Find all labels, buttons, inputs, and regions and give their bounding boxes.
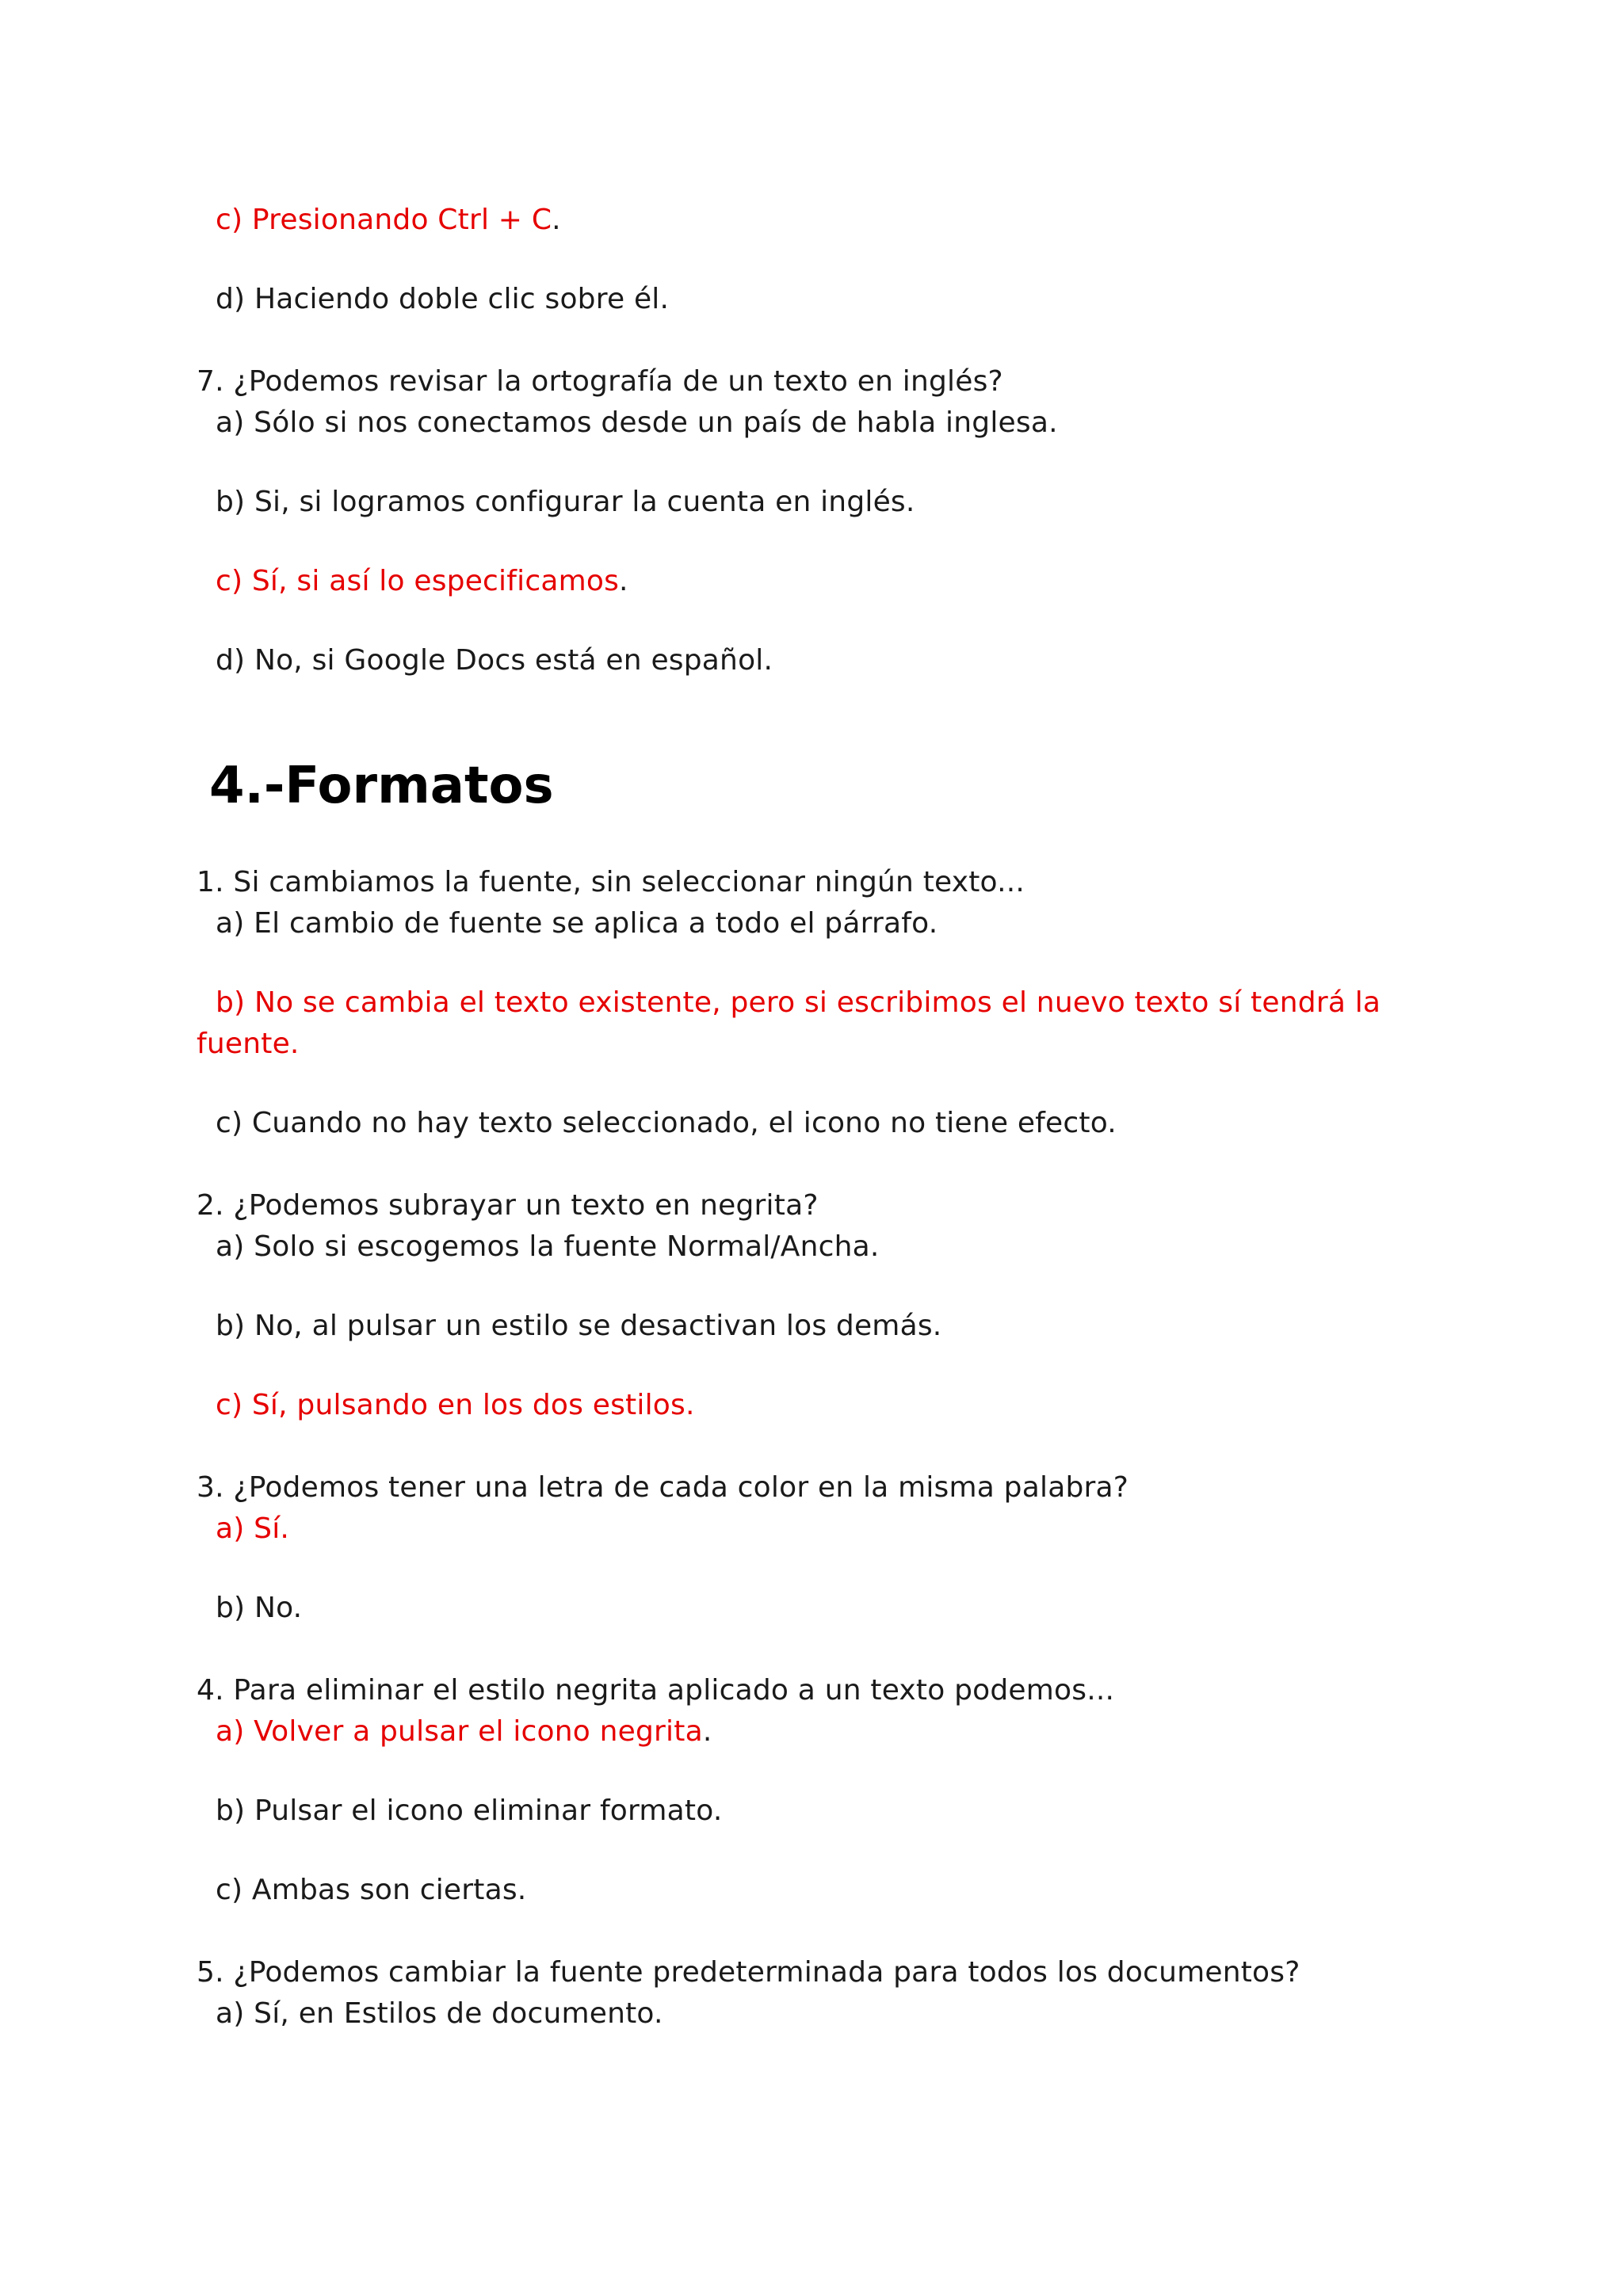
correct-answer-text: b) No se cambia el texto existente, pero si escribimos el nuevo texto sí tendrá la [216,986,1381,1019]
answer-text: a) Sólo si nos conectamos desde un país de habla inglesa. [216,406,1058,439]
answer-option [197,903,938,944]
section-heading: 4.-Formatos [209,757,554,815]
question-text: 2. ¿Podemos subrayar un texto en negrita? [197,1189,819,1222]
correct-answer-text: a) Volver a pulsar el icono negrita [216,1715,703,1748]
answer-option [197,1306,941,1347]
answer-option [197,200,561,241]
answer-option [197,1791,723,1832]
answer-option [197,279,669,320]
answer-option [197,1711,712,1753]
answer-option [197,1993,663,2035]
answer-option [197,402,1058,444]
answer-option [197,1870,526,1911]
answer-option [197,1226,880,1268]
question-text: 4. Para eliminar el estilo negrita aplicado a un texto podemos... [197,1674,1115,1707]
answer-text: c) Cuando no hay texto seleccionado, el icono no tiene efecto. [216,1107,1117,1139]
correct-answer-continuation: fuente. [197,1028,300,1060]
correct-answer-text: a) Sí. [216,1512,290,1545]
correct-answer-text: c) Sí, si así lo especificamos [216,565,620,597]
answer-text: a) El cambio de fuente se aplica a todo el párrafo. [216,907,938,940]
answer-text: a) Solo si escogemos la fuente Normal/Ancha. [216,1230,880,1263]
question-text: 3. ¿Podemos tener una letra de cada color en la misma palabra? [197,1471,1129,1504]
answer-option [197,561,628,602]
answer-option [197,1588,302,1629]
answer-text: b) No. [216,1592,303,1624]
answer-option [197,1508,289,1550]
answer-option [197,640,773,681]
answer-text: c) Ambas son ciertas. [216,1874,527,1906]
question-text: 5. ¿Podemos cambiar la fuente predeterminada para todos los documentos? [197,1956,1300,1989]
answer-option [197,482,915,523]
answer-option [197,1103,1117,1144]
answer-text: b) Pulsar el icono eliminar formato. [216,1794,723,1827]
answer-trail: . [619,565,628,597]
answer-text: d) Haciendo doble clic sobre él. [216,283,670,315]
question-text: 1. Si cambiamos la fuente, sin seleccionar ningún texto... [197,866,1025,898]
answer-text: d) No, si Google Docs está en español. [216,644,773,677]
answer-option [197,1385,695,1426]
answer-trail: . [552,204,561,236]
answer-trail: . [702,1715,712,1748]
correct-answer-text: c) Sí, pulsando en los dos estilos. [216,1389,695,1421]
answer-text: b) Si, si logramos configurar la cuenta en inglés. [216,486,915,518]
answer-text: b) No, al pulsar un estilo se desactivan los demás. [216,1310,942,1342]
question-text: 7. ¿Podemos revisar la ortografía de un texto en inglés? [197,365,1003,398]
answer-text: a) Sí, en Estilos de documento. [216,1997,663,2030]
correct-answer-text: c) Presionando Ctrl + C [216,204,552,236]
